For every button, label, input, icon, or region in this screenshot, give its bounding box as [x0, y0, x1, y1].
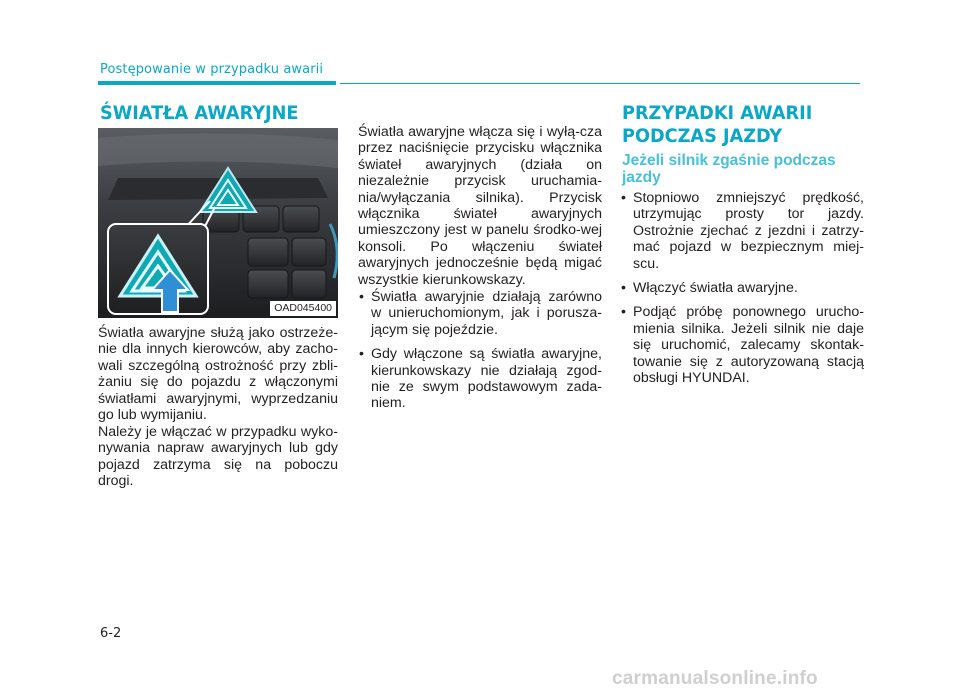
hazard-lights-title: ŚWIATŁA AWARYJNE [100, 102, 299, 124]
list-item: • Światła awaryjnie działają zarówno w unieruchomionym, jak i porusza-jącym się pojeździe. [358, 289, 602, 338]
hazard-switch-figure [98, 128, 338, 318]
watermark: carmanualsonline.info [612, 668, 818, 689]
figure-label: OAD045400 [270, 301, 336, 316]
left-paragraph-2: Należy je włączać w przypadku wyko-nywania napraw awaryjnych lub gdy pojazd zatrzyma się na poboczu drogi. [98, 424, 338, 490]
list-item: • Gdy włączone są światła awaryjne, kierunkowskazy nie działają zgod-nie ze swym podstawowym zada-niem. [358, 346, 602, 412]
list-item: • Podjąć próbę ponownego urucho-mienia silnika. Jeżeli silnik nie daje się uruchomić, zalecamy skontak-towanie się z autoryzowaną stacją obsługi HYUNDAI. [620, 304, 864, 386]
page-number: 6-2 [100, 626, 122, 641]
list-item: • Włączyć światła awaryjne. [620, 280, 864, 296]
breakdown-title-line-1: PRZYPADKI AWARII [622, 102, 813, 124]
list-item: • Stopniowo zmniejszyć prędkość, utrzymując prosty tor jazdy. Ostrożnie zjechać z jezdni i zatrzy-mać pojazd w bezpiecznym miej-scu. [620, 190, 864, 272]
right-bullet-list [620, 190, 864, 394]
header-rule-thick [98, 81, 336, 85]
header-rule-thin [340, 83, 860, 84]
middle-bullet-list [358, 289, 602, 420]
section-header: Postępowanie w przypadku awarii [100, 62, 324, 77]
middle-paragraph: Światła awaryjne włącza się i wyłą-cza przez naciśnięcie przycisku włącznika świateł awaryjnych (działa on niezależnie przycisk uruchamia-nia/wyłączania silnika). Przycisk włącznika świateł awaryjnych umieszczony jest w panelu środko-wej konsoli. Po włączeniu świateł awaryjnych jednocześnie będą migać wszystkie kierunkowskazy. [358, 124, 602, 288]
breakdown-title-line-2: PODCZAS JAZDY [622, 125, 783, 147]
engine-stall-subtitle: Jeżeli silnik zgaśnie podczas jazdy [622, 152, 836, 186]
left-paragraph-1: Światła awaryjne służą jako ostrzeże-nie dla innych kierowców, aby zacho-wali szczególną ostrożność przy zbli-żaniu się do pojazdu z włączonymi światłami awaryjnymi, wyprzedzaniu go lub wymijaniu. [98, 325, 338, 424]
